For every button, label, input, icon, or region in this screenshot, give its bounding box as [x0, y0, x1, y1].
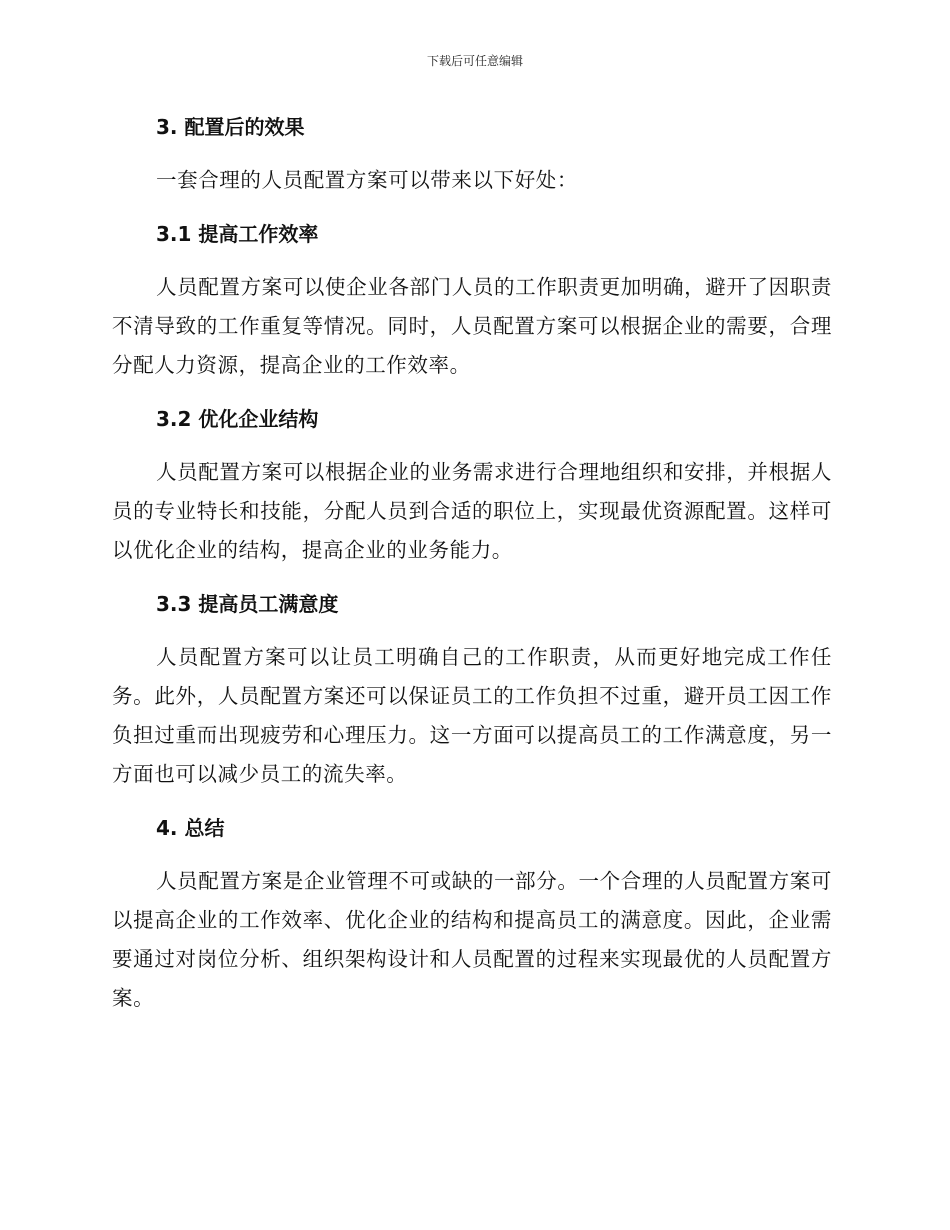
section-3-2-paragraph: 人员配置方案可以根据企业的业务需求进行合理地组织和安排，并根据人员的专业特长和技能，分配人员到合适的职位上，实现最优资源配置。这样可以优化企业的结构，提高企业的业务能力。: [112, 460, 832, 562]
section-heading-4: 4. 总结: [156, 816, 225, 840]
section-heading-3-2: 3.2 优化企业结构: [156, 407, 319, 431]
section-heading-3: 3. 配置后的效果: [156, 115, 305, 139]
page-header: 下载后可任意编辑: [426, 54, 523, 68]
section-3-3-paragraph: 人员配置方案可以让员工明确自己的工作职责，从而更好地完成工作任务。此外，人员配置方案还可以保证员工的工作负担不过重，避开员工因工作负担过重而出现疲劳和心理压力。这一方面可以提高员工的工作满意度，另一方面也可以减少员工的流失率。: [112, 645, 832, 786]
section-3-1-paragraph: 人员配置方案可以使企业各部门人员的工作职责更加明确，避开了因职责不清导致的工作重复等情况。同时，人员配置方案可以根据企业的需要，合理分配人力资源，提高企业的工作效率。: [112, 275, 832, 377]
section-heading-3-1: 3.1 提高工作效率: [156, 222, 319, 246]
section-3-intro-paragraph: 一套合理的人员配置方案可以带来以下好处：: [156, 168, 578, 192]
section-4-paragraph: 人员配置方案是企业管理不可或缺的一部分。一个合理的人员配置方案可以提高企业的工作效率、优化企业的结构和提高员工的满意度。因此，企业需要通过对岗位分析、组织架构设计和人员配置的过程来实现最优的人员配置方案。: [112, 869, 832, 1010]
document-body: [112, 107, 832, 1032]
section-heading-3-3: 3.3 提高员工满意度: [156, 592, 339, 616]
